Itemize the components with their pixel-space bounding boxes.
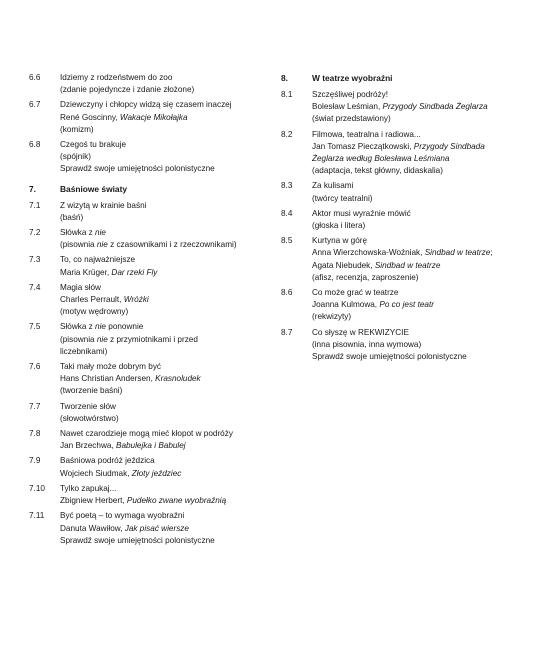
toc-entry-7-2: [29, 227, 279, 251]
section-number: 7.: [29, 183, 36, 194]
author: Wojciech Siudmak,: [60, 468, 132, 478]
entry-title: Dziewczyny i chłopcy widzą się czasem inaczej: [60, 100, 232, 110]
entry-title: Magia słów: [60, 282, 101, 292]
author: Charles Perrault,: [60, 295, 124, 305]
entry-title: Nawet czarodzieje mogą mieć kłopot w podróży: [60, 429, 233, 439]
toc-entry-7-10: [29, 483, 279, 507]
entry-source: [60, 373, 279, 385]
work-title: Sindbad w teatrze: [374, 260, 441, 270]
entry-topic: (baśń): [60, 212, 84, 222]
author: Bolesław Leśmian,: [312, 102, 383, 112]
entry-number: 8.7: [281, 327, 293, 337]
entry-topic-cont: liczebnikami): [60, 346, 108, 356]
entry-topic: (świat przedstawiony): [312, 114, 391, 124]
entry-topic: (zdanie pojedyncze i zdanie złożone): [60, 85, 195, 95]
toc-entry-7-1: [29, 200, 279, 224]
entry-topic: (pisownia nie z przymiotnikami i przed: [60, 334, 198, 344]
entry-topic: (głoska i litera): [312, 221, 366, 231]
entry-title: Baśniowa podróż jeździca: [60, 456, 155, 466]
review-note: Sprawdź swoje umiejętności polonistyczne: [60, 164, 215, 174]
entry-title: Filmowa, teatralna i radiowa...: [312, 129, 421, 139]
work-title-cont: Żeglarza według Bolesława Leśmiana: [312, 154, 450, 164]
entry-topic: (motyw wędrowny): [60, 307, 129, 317]
toc-entry-7-9: [29, 455, 279, 479]
author: Agata Niebudek,: [312, 260, 375, 270]
author: Maria Krüger,: [60, 267, 112, 277]
entry-title: Idziemy z rodzeństwem do zoo: [60, 73, 173, 82]
entry-number: 7.5: [29, 322, 41, 332]
entry-number: 7.7: [29, 401, 41, 411]
entry-source-2: [312, 260, 536, 272]
entry-source: [60, 112, 279, 124]
work-title: Jak pisać wiersze: [124, 523, 189, 533]
entry-title: Czegoś tu brakuje: [60, 140, 126, 150]
entry-topic: (twórcy teatralni): [312, 193, 373, 203]
entry-title: Tworzenie słów: [60, 401, 116, 411]
entry-number: 7.2: [29, 228, 41, 238]
entry-topic: (komizm): [60, 124, 94, 134]
entry-title: Słówka z nie: [60, 228, 106, 238]
toc-entry-8-7: [281, 327, 536, 364]
entry-number: 7.11: [29, 511, 45, 521]
section-heading-7: [29, 183, 279, 195]
work-title: Po co jest teatr: [379, 300, 434, 310]
entry-number: 8.3: [281, 181, 293, 191]
entry-number: 7.9: [29, 456, 41, 466]
entry-number: 8.6: [281, 288, 293, 298]
toc-entry-6-6: [29, 72, 279, 96]
entry-number: 7.3: [29, 255, 41, 265]
work-title: Pudełko zwane wyobraźnią: [126, 496, 227, 506]
author: Jan Brzechwa,: [60, 441, 116, 451]
entry-number: 6.8: [29, 140, 41, 150]
author: Hans Christian Andersen,: [60, 374, 156, 384]
work-title: Krasnoludek: [155, 374, 201, 384]
entry-topic: (pisownia nie z czasownikami i z rzeczownikami): [60, 240, 237, 250]
entry-title: Być poetą – to wymaga wyobraźni: [60, 511, 185, 521]
entry-topic: (afisz, recenzja, zaproszenie): [312, 272, 419, 282]
section-title: Baśniowe światy: [60, 183, 128, 194]
toc-entry-8-3: [281, 180, 536, 204]
entry-title: Za kulisami: [312, 181, 354, 191]
toc-entry-8-4: [281, 208, 536, 232]
entry-title: Taki mały może dobrym być: [60, 362, 162, 372]
toc-entry-8-2: [281, 129, 536, 178]
work-title: Wakacje Mikołajka: [119, 112, 188, 122]
entry-number: 7.8: [29, 429, 41, 439]
entry-title: Słówka z nie ponownie: [60, 322, 144, 332]
entry-title: Szczęśliwej podróży!: [312, 90, 388, 99]
work-title: Przygody Sindbada Żeglarza: [382, 102, 488, 112]
entry-topic: (spójnik): [60, 152, 91, 162]
toc-entry-7-4: [29, 282, 279, 319]
work-title: Dar rzeki Fly: [111, 267, 158, 277]
entry-title: Z wizytą w krainie baśni: [60, 200, 147, 210]
author: Anna Wierzchowska-Woźniak,: [312, 248, 425, 258]
entry-title: Kurtyna w górę: [312, 236, 368, 246]
section-title: W teatrze wyobraźni: [312, 73, 393, 83]
toc-right-column: [281, 72, 536, 366]
work-title: Przygody Sindbada: [413, 141, 485, 151]
toc-entry-8-6: [281, 287, 536, 324]
author: Zbigniew Herbert,: [60, 496, 127, 506]
entry-topic: (rekwizyty): [312, 312, 352, 322]
author: René Goscinny,: [60, 112, 120, 122]
author: Jan Tomasz Pieczątkowski,: [312, 141, 414, 151]
toc-entry-7-8: [29, 428, 279, 452]
author: Danuta Wawiłow,: [60, 523, 125, 533]
entry-title: Co słyszę w REKWIZYCIE: [312, 327, 409, 337]
entry-source: [60, 267, 279, 279]
section-heading-8: [281, 72, 536, 84]
toc-entry-7-5: [29, 321, 279, 358]
toc-entry-6-8: [29, 139, 279, 163]
entry-topic: (adaptacja, tekst główny, didaskalia): [312, 166, 443, 176]
toc-entry-7-3: [29, 254, 279, 278]
entry-number: 7.10: [29, 483, 45, 493]
entry-title: Tylko zapukaj...: [60, 483, 117, 493]
review-note: Sprawdź swoje umiejętności polonistyczne: [60, 535, 215, 545]
entry-number: 8.4: [281, 208, 293, 218]
entry-title: Aktor musi wyraźnie mówić: [312, 208, 411, 218]
entry-source: [312, 141, 536, 153]
entry-source: [60, 468, 279, 480]
entry-topic: (inna pisownia, inna wymowa): [312, 339, 422, 349]
entry-number: 8.1: [281, 90, 293, 99]
toc-entry-7-6: [29, 361, 279, 398]
review-note: Sprawdź swoje umiejętności polonistyczne: [312, 352, 467, 362]
section-number: 8.: [281, 73, 288, 83]
toc-entry-6-7: [29, 99, 279, 136]
entry-source-cont: [312, 153, 536, 165]
toc-entry-7-7: [29, 401, 279, 425]
entry-title: To, co najważniejsze: [60, 255, 136, 265]
toc-entry-8-1: [281, 89, 536, 126]
entry-source: [60, 523, 279, 535]
entry-source: [60, 440, 279, 452]
work-title: Babulejka i Babulej: [115, 441, 186, 451]
entry-source: [312, 299, 536, 311]
entry-topic: (słowotwórstwo): [60, 413, 119, 423]
work-title: Złoty jeździec: [131, 468, 182, 478]
entry-number: 7.6: [29, 362, 41, 372]
entry-source: Anna Wierzchowska-Woźniak, Sindbad w teatrze;: [312, 248, 493, 258]
entry-source: [60, 495, 279, 507]
toc-left-column: [29, 72, 279, 550]
entry-number: 6.7: [29, 100, 41, 110]
entry-topic: (tworzenie baśni): [60, 386, 123, 396]
author: Joanna Kulmowa,: [312, 300, 380, 310]
entry-title: Co może grać w teatrze: [312, 288, 399, 298]
work-title: Sindbad w teatrze: [424, 248, 491, 258]
entry-number: 8.5: [281, 236, 293, 246]
toc-entry-7-11: [29, 510, 279, 547]
entry-number: 7.4: [29, 282, 41, 292]
entry-number: 6.6: [29, 73, 41, 82]
entry-source: [312, 101, 536, 113]
entry-number: 7.1: [29, 200, 41, 210]
entry-number: 8.2: [281, 129, 293, 139]
work-title: Wróżki: [123, 295, 149, 305]
entry-source: [60, 294, 279, 306]
toc-entry-8-5: [281, 235, 536, 284]
